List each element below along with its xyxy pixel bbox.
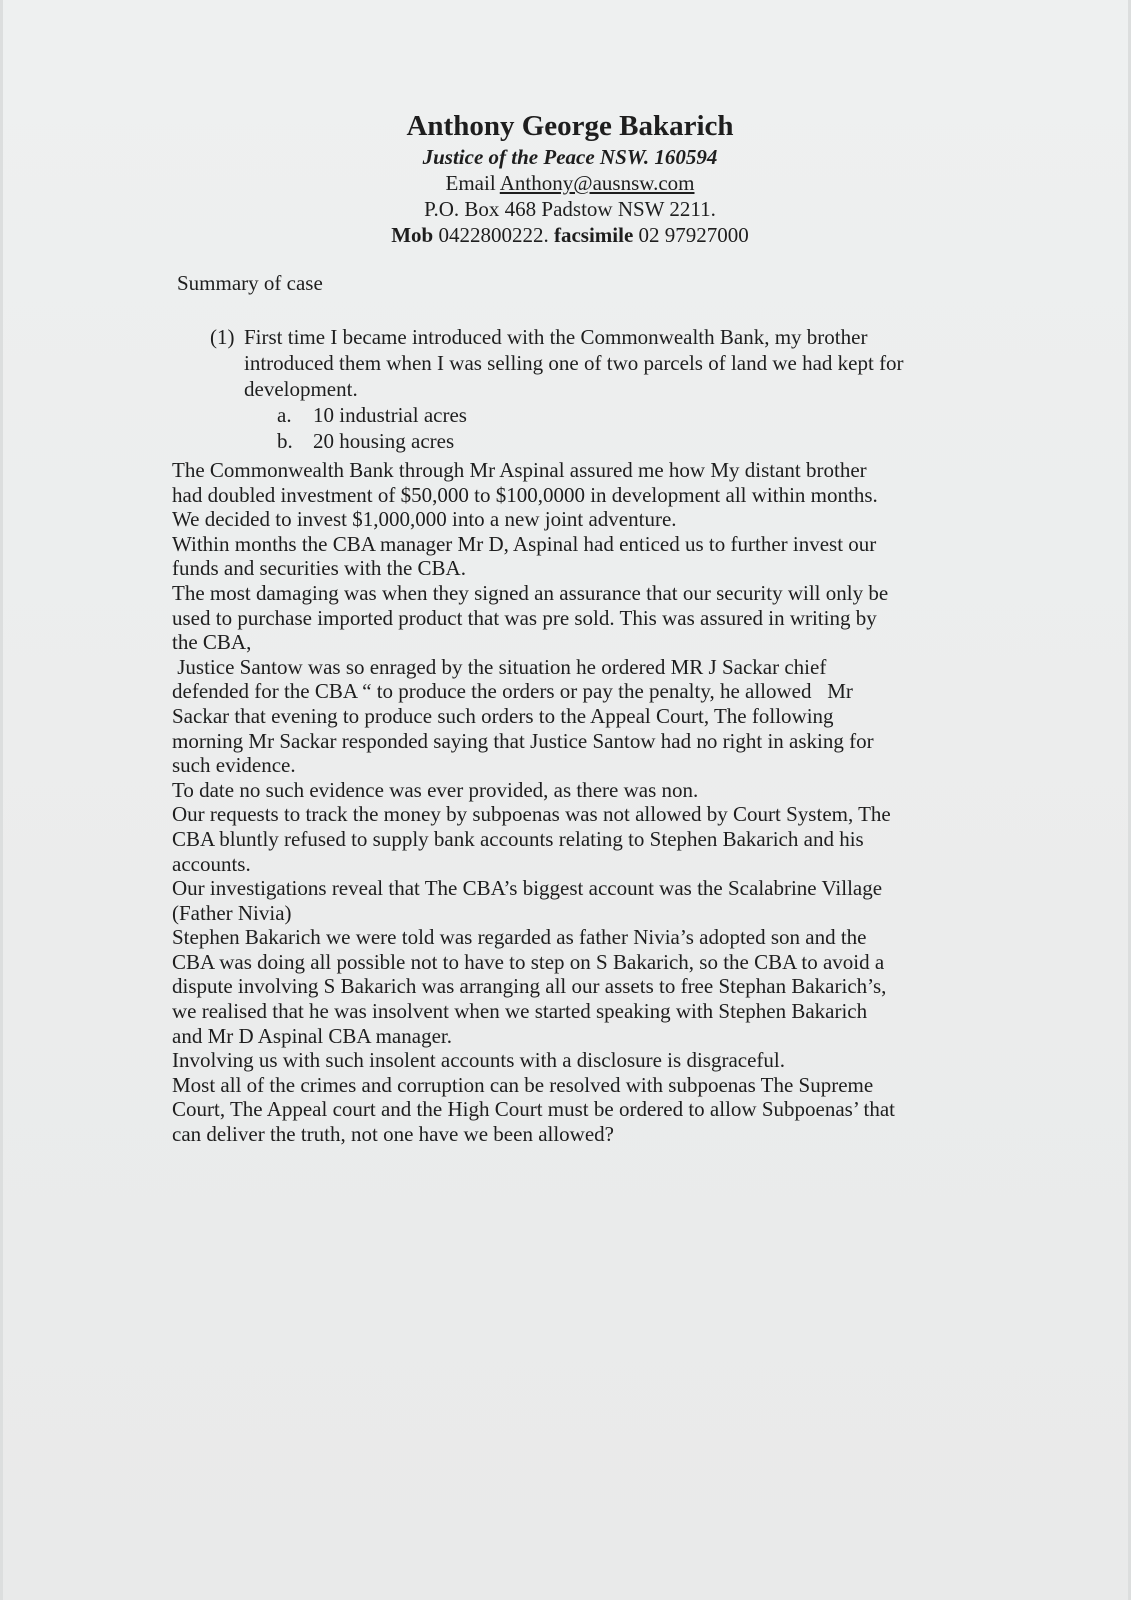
body-line: Our requests to track the money by subpoenas was not allowed by Court System, The <box>172 802 891 827</box>
sub-item <box>277 402 467 428</box>
body-line: Court, The Appeal court and the High Court must be ordered to allow Subpoenas’ that <box>172 1097 895 1122</box>
mob-number: 0422800222. <box>438 223 549 247</box>
sub-item-letter: a. <box>277 403 292 427</box>
email-label: Email <box>445 171 496 195</box>
body-line: Stephen Bakarich we were told was regarded as father Nivia’s adopted son and the <box>172 925 867 950</box>
body-line: We decided to invest $1,000,000 into a new joint adventure. <box>172 507 677 532</box>
postal-address: P.O. Box 468 Padstow NSW 2211. <box>424 197 716 221</box>
author-name: Anthony George Bakarich <box>406 110 734 142</box>
body-line: can deliver the truth, not one have we been allowed? <box>172 1122 614 1147</box>
sub-item <box>277 428 467 454</box>
body-line: accounts. <box>172 851 251 876</box>
sub-item-text: 10 industrial acres <box>313 403 467 427</box>
phone-line <box>340 222 800 248</box>
sub-item-text: 20 housing acres <box>313 429 455 453</box>
email-link[interactable]: Anthony@ausnsw.com <box>499 171 695 195</box>
letterhead <box>340 108 800 248</box>
body-line: and Mr D Aspinal CBA manager. <box>172 1023 452 1048</box>
item-continuation-line: introduced them when I was selling one of two parcels of land we had kept for <box>244 351 904 375</box>
body-line: Within months the CBA manager Mr D, Aspinal had enticed us to further invest our <box>172 531 877 556</box>
body-line: To date no such evidence was ever provided, as there was non. <box>172 777 699 802</box>
body-line: (Father Nivia) <box>172 900 292 925</box>
body-line: defended for the CBA “ to produce the orders or pay the penalty, he allowed Mr <box>172 679 853 704</box>
sub-item-letter: b. <box>277 429 293 453</box>
email-line <box>340 170 800 196</box>
body-line: funds and securities with the CBA. <box>172 556 466 581</box>
fax-label: facsimile <box>553 223 634 247</box>
body-line: such evidence. <box>172 753 296 778</box>
body-line: had doubled investment of $50,000 to $100,0000 in development all within months. <box>172 482 878 507</box>
body-line: we realised that he was insolvent when we started speaking with Stephen Bakarich <box>172 999 868 1024</box>
body-line: used to purchase imported product that was pre sold. This was assured in writing by <box>172 605 877 630</box>
body-line: The most damaging was when they signed an assurance that our security will only be <box>172 580 889 605</box>
summary-heading: Summary of case <box>177 271 323 295</box>
body-line: The Commonwealth Bank through Mr Aspinal assured me how My distant brother <box>172 458 867 482</box>
mob-label: Mob <box>391 223 434 247</box>
body-line: CBA bluntly refused to supply bank accounts relating to Stephen Bakarich and his <box>172 826 864 851</box>
sub-list <box>277 402 467 454</box>
body-line: Involving us with such insolent accounts with a disclosure is disgraceful. <box>172 1048 785 1073</box>
item-continuation-line: development. <box>244 377 358 401</box>
body-line: morning Mr Sackar responded saying that Justice Santow had no right in asking for <box>172 728 874 753</box>
body-line: Sackar that evening to produce such orders to the Appeal Court, The following <box>172 703 834 728</box>
body-line: Justice Santow was so enraged by the situation he ordered MR J Sackar chief <box>172 654 827 679</box>
body-text <box>172 458 972 1147</box>
scan-edge-left <box>0 0 3 1600</box>
item-text-line: First time I became introduced with the Commonwealth Bank, my brother <box>244 325 868 349</box>
body-line: dispute involving S Bakarich was arranging all our assets to free Stephan Bakarich’s, <box>172 974 887 999</box>
fax-number: 02 97927000 <box>638 223 749 247</box>
numbered-item-1 <box>210 324 970 402</box>
item-number: (1) <box>210 325 235 349</box>
author-title: Justice of the Peace NSW. 160594 <box>422 145 718 169</box>
body-line: the CBA, <box>172 630 252 655</box>
body-line: Most all of the crimes and corruption can be resolved with subpoenas The Supreme <box>172 1072 874 1097</box>
body-line: CBA was doing all possible not to have to step on S Bakarich, so the CBA to avoid a <box>172 949 885 974</box>
item-first-line <box>210 324 970 350</box>
body-line: Our investigations reveal that The CBA’s biggest account was the Scalabrine Village <box>172 876 883 901</box>
